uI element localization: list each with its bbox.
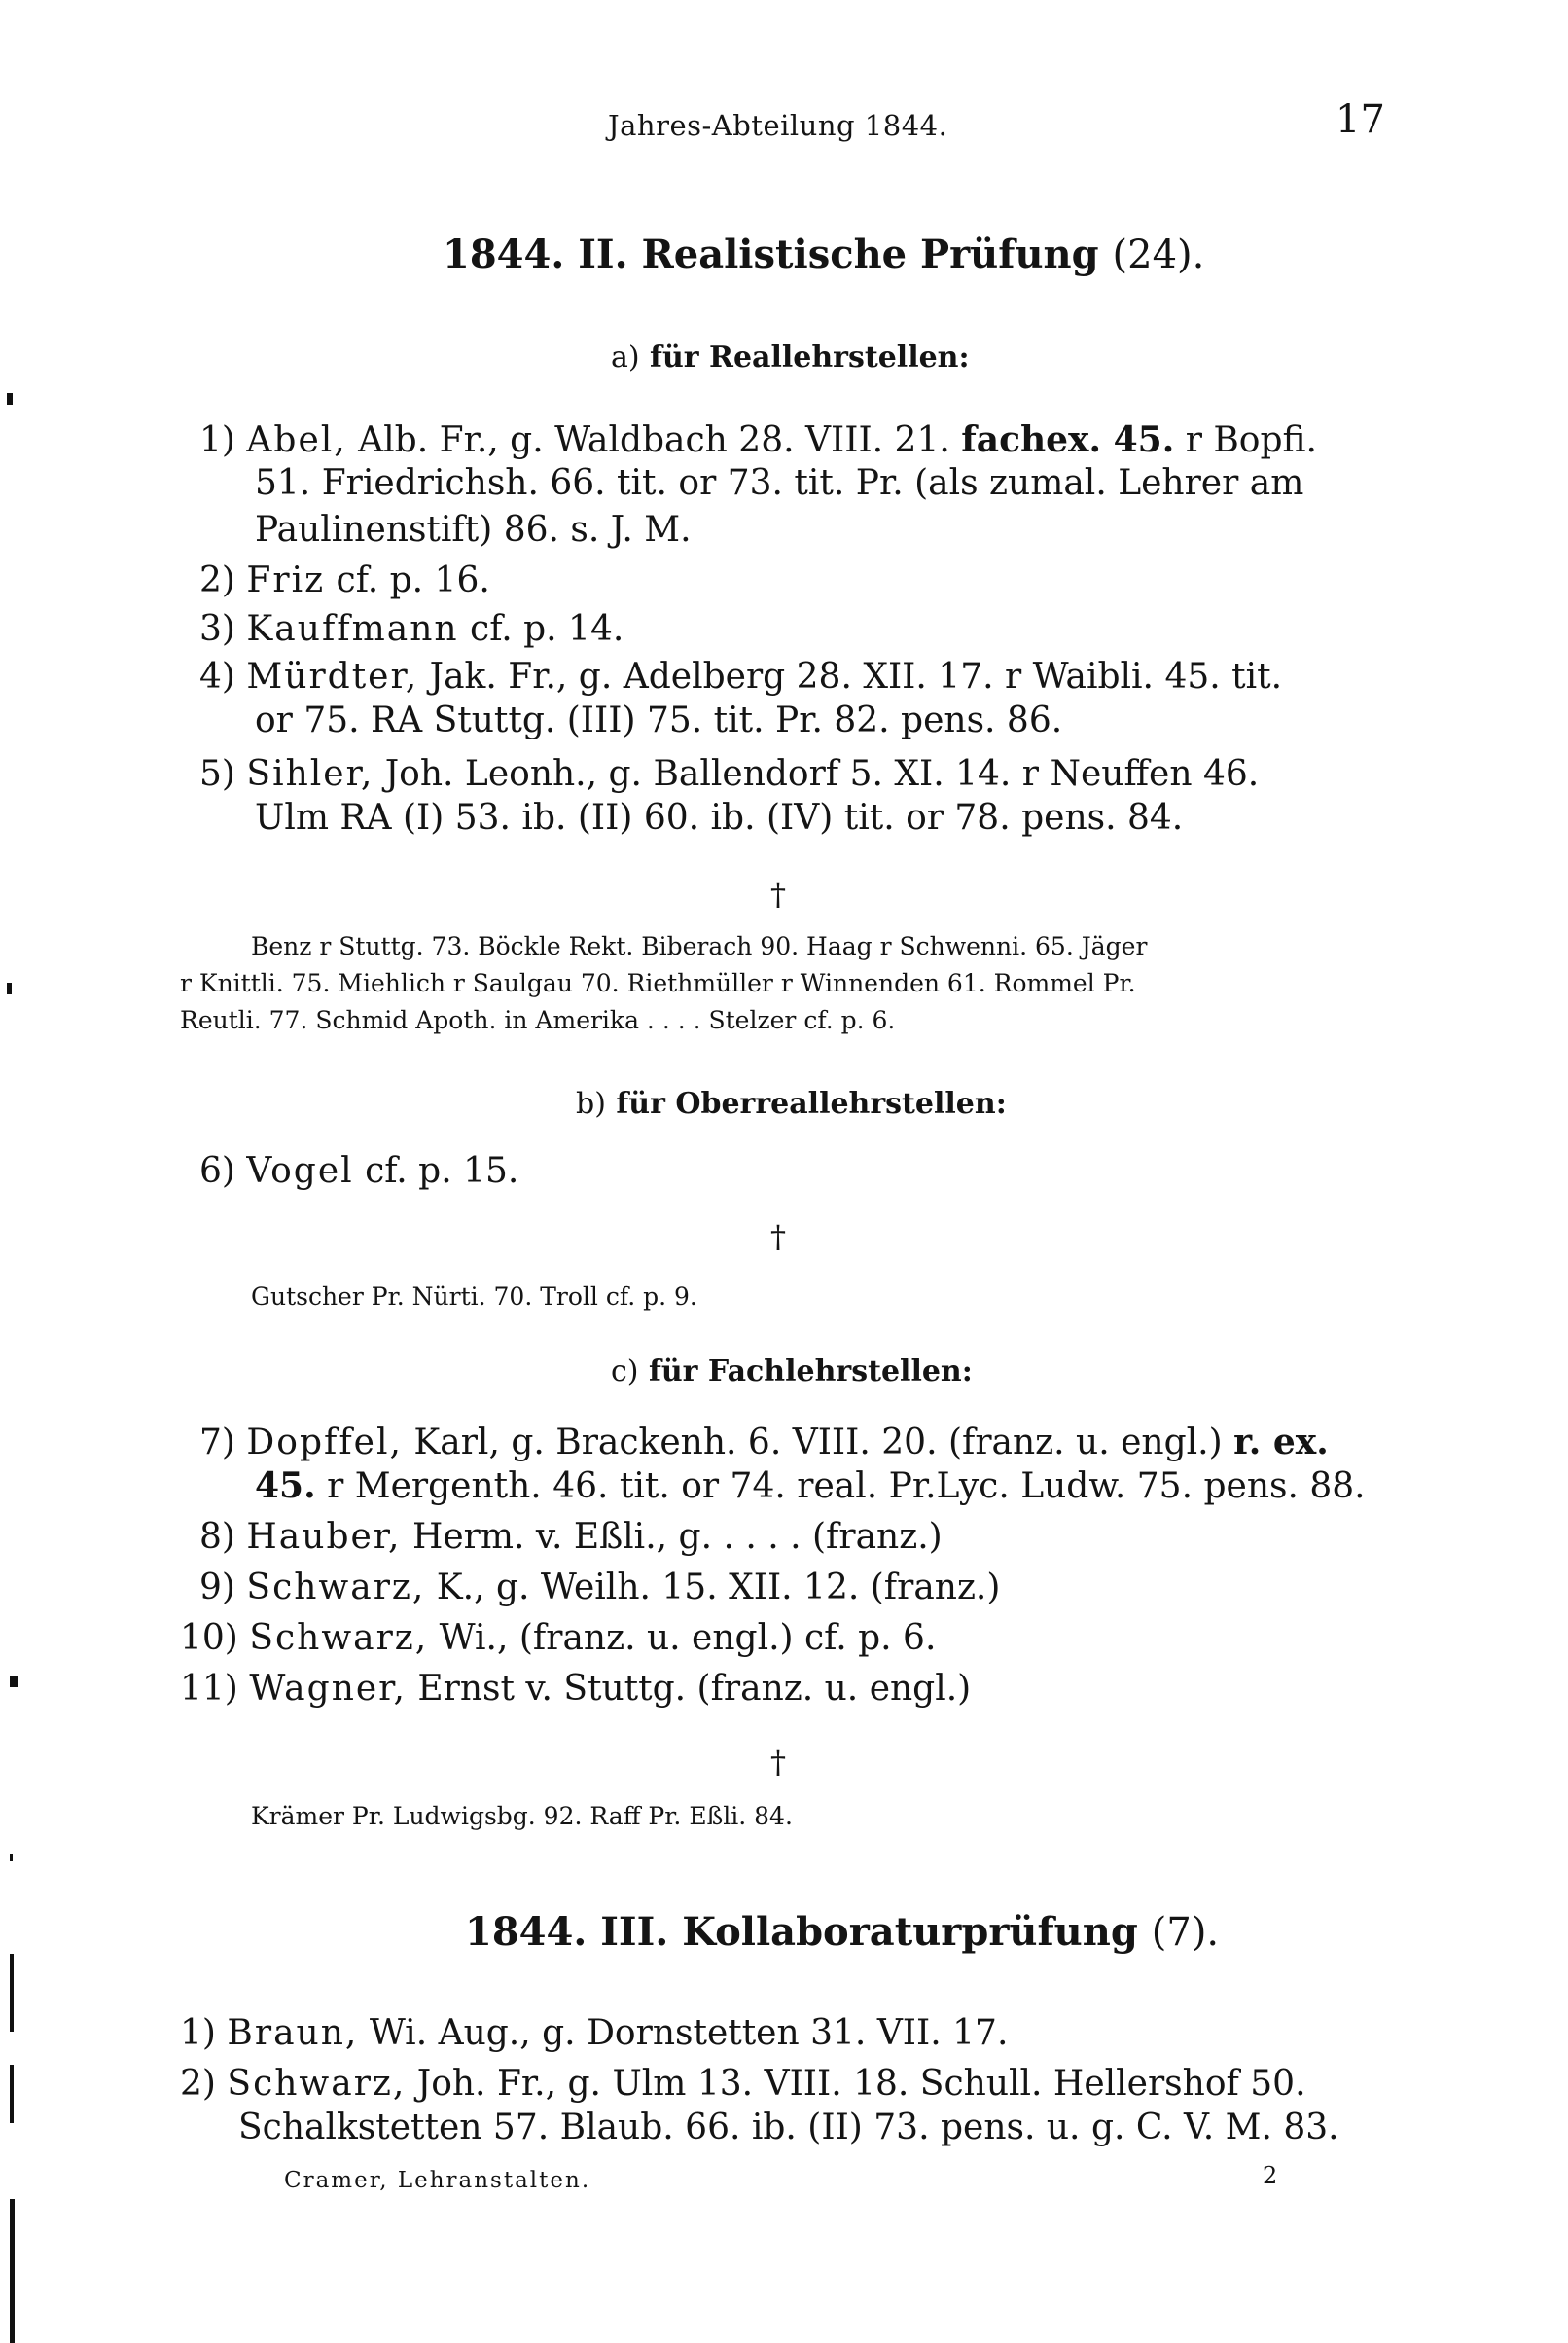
entry-text: cf. p. 15. [365,1151,519,1191]
entry-number: 6) [199,1151,235,1191]
scan-speck [10,1676,18,1687]
entry-4-line-2: or 75. RA Stuttg. (III) 75. tit. Pr. 82. pens. 86. [255,701,1063,740]
entry-text-bold: r. ex. [1233,1422,1329,1462]
entry-text: r Mergenth. 46. tit. or 74. real. Pr.Lyc. Ludw. 75. pens. 88. [327,1466,1366,1506]
dagger-mark: † [770,876,786,913]
entry-number: 10) [180,1618,238,1658]
subheading-c [611,1354,973,1388]
entry-name: Dopffel, [246,1423,403,1462]
entry-name: Hauber, [246,1517,402,1557]
subheading-b [576,1087,1007,1121]
entry-name: Wagner, [249,1669,407,1709]
section-title: Kollaboraturprüfung [682,1909,1138,1955]
entry-name: Mürdter, [246,657,419,697]
entry-text-bold: 45. [255,1465,316,1506]
entry-text: Joh. Fr., g. Ulm 13. VIII. 18. Schull. Hellershof 50. [416,2064,1306,2104]
entry-text: Joh. Leonh., g. Ballendorf 5. XI. 14. r Neuffen 46. [384,754,1260,794]
entry-number: 3) [199,609,235,649]
entry-number: 4) [199,657,235,697]
entry-number: 1) [199,420,235,460]
entry-number: 9) [199,1568,235,1607]
entry-name: Schwarz, [227,2064,407,2104]
subheading-label: b) [576,1087,606,1121]
entry-number: 7) [199,1423,235,1462]
entry-1-line-2: 51. Friedrichsh. 66. tit. or 73. tit. Pr. (als zumal. Lehrer am [255,463,1304,503]
entry-9 [199,1565,1000,1611]
section-year: 1844. [443,232,565,277]
entry-1-line-3: Paulinenstift) 86. s. J. M. [255,510,692,550]
entry-text: cf. p. 16. [336,560,490,600]
entry-8 [199,1514,943,1561]
entry-text-bold: fachex. 45. [961,419,1175,460]
entry-name: Sihler, [246,754,374,794]
entry-number: 2) [199,560,235,600]
section-heading-iii [465,1909,1219,1955]
dagger-mark: † [770,1744,786,1781]
entry-10 [180,1615,936,1662]
entry-name: Abel, [246,420,347,460]
entry-name: Schwarz, [249,1618,429,1658]
entry-2 [199,558,490,604]
entry-name: Friz [246,560,326,600]
entry-6 [199,1148,518,1195]
entry-1 [199,416,1317,464]
deceased-line: Krämer Pr. Ludwigsbg. 92. Raff Pr. Eßli. 84. [251,1802,793,1830]
subheading-title: für Reallehrstellen: [650,341,970,375]
entry-text: Herm. v. Eßli., g. . . . . (franz.) [411,1517,943,1557]
section-heading-ii [443,232,1204,277]
entry-name: Vogel [246,1151,354,1191]
entry-iii-1 [180,2010,1008,2057]
section-year: 1844. [465,1909,588,1955]
entry-11 [180,1666,971,1712]
entry-text: Ernst v. Stuttg. (franz. u. engl.) [417,1669,972,1709]
entry-text: cf. p. 14. [470,609,624,649]
entry-5 [199,751,1259,798]
entry-name: Schwarz, [246,1568,426,1607]
entry-text: Wi., (franz. u. engl.) cf. p. 6. [439,1618,937,1658]
entry-number: 2) [180,2064,216,2104]
entry-text: Wi. Aug., g. Dornstetten 31. VII. 17. [369,2013,1009,2053]
entry-name: Kauffmann [246,609,459,649]
section-numeral: II. [578,232,628,277]
subheading-label: c) [611,1354,639,1388]
scan-speck [7,983,12,994]
entry-text: r Bopfi. [1185,420,1317,460]
section-count: (24). [1112,233,1205,277]
section-numeral: III. [600,1909,669,1955]
footer-signature: Cramer, Lehranstalten. [284,2168,591,2193]
subheading-title: für Oberreallehrstellen: [616,1087,1007,1121]
deceased-line-2: r Knittli. 75. Miehlich r Saulgau 70. Riethmüller r Winnenden 61. Rommel Pr. [180,969,1136,997]
entry-text: Jak. Fr., g. Adelberg 28. XII. 17. r Waibli. 45. tit. [429,657,1283,697]
subheading-a [611,341,970,375]
entry-number: 5) [199,754,235,794]
section-count: (7). [1151,1910,1220,1955]
deceased-line-1: Benz r Stuttg. 73. Böckle Rekt. Biberach 90. Haag r Schwenni. 65. Jäger [251,932,1148,960]
footer-sheet-number: 2 [1263,2162,1278,2189]
scan-speck [10,1854,13,1861]
entry-number: 8) [199,1517,235,1557]
entry-text: Alb. Fr., g. Waldbach 28. VIII. 21. [358,420,950,460]
entry-7-line-2 [255,1465,1366,1506]
scan-speck [7,393,13,405]
scan-line [10,1954,14,2032]
section-title: Realistische Prüfung [641,232,1099,277]
deceased-line-3: Reutli. 77. Schmid Apoth. in Amerika . . . . Stelzer cf. p. 6. [180,1006,896,1034]
entry-text: K., g. Weilh. 15. XII. 12. (franz.) [436,1568,1001,1607]
page-number: 17 [1336,97,1385,142]
deceased-line: Gutscher Pr. Nürti. 70. Troll cf. p. 9. [251,1282,697,1311]
entry-5-line-2: Ulm RA (I) 53. ib. (II) 60. ib. (IV) tit. or 78. pens. 84. [255,798,1184,838]
entry-text: Karl, g. Brackenh. 6. VIII. 20. (franz. u. engl.) [413,1423,1223,1462]
scan-line [10,2065,14,2123]
entry-4 [199,654,1282,701]
subheading-title: für Fachlehrstellen: [648,1354,973,1388]
entry-iii-2-line-2: Schalkstetten 57. Blaub. 66. ib. (II) 73. pens. u. g. C. V. M. 83. [238,2108,1339,2147]
entry-iii-2 [180,2061,1306,2108]
entry-3 [199,606,624,653]
dagger-mark: † [770,1218,786,1255]
entry-number: 1) [180,2013,216,2053]
subheading-label: a) [611,341,640,375]
entry-name: Braun, [227,2013,359,2053]
entry-7 [199,1419,1329,1466]
entry-number: 11) [180,1669,238,1709]
scan-line [10,2199,15,2343]
running-title: Jahres-Abteilung 1844. [608,109,948,142]
